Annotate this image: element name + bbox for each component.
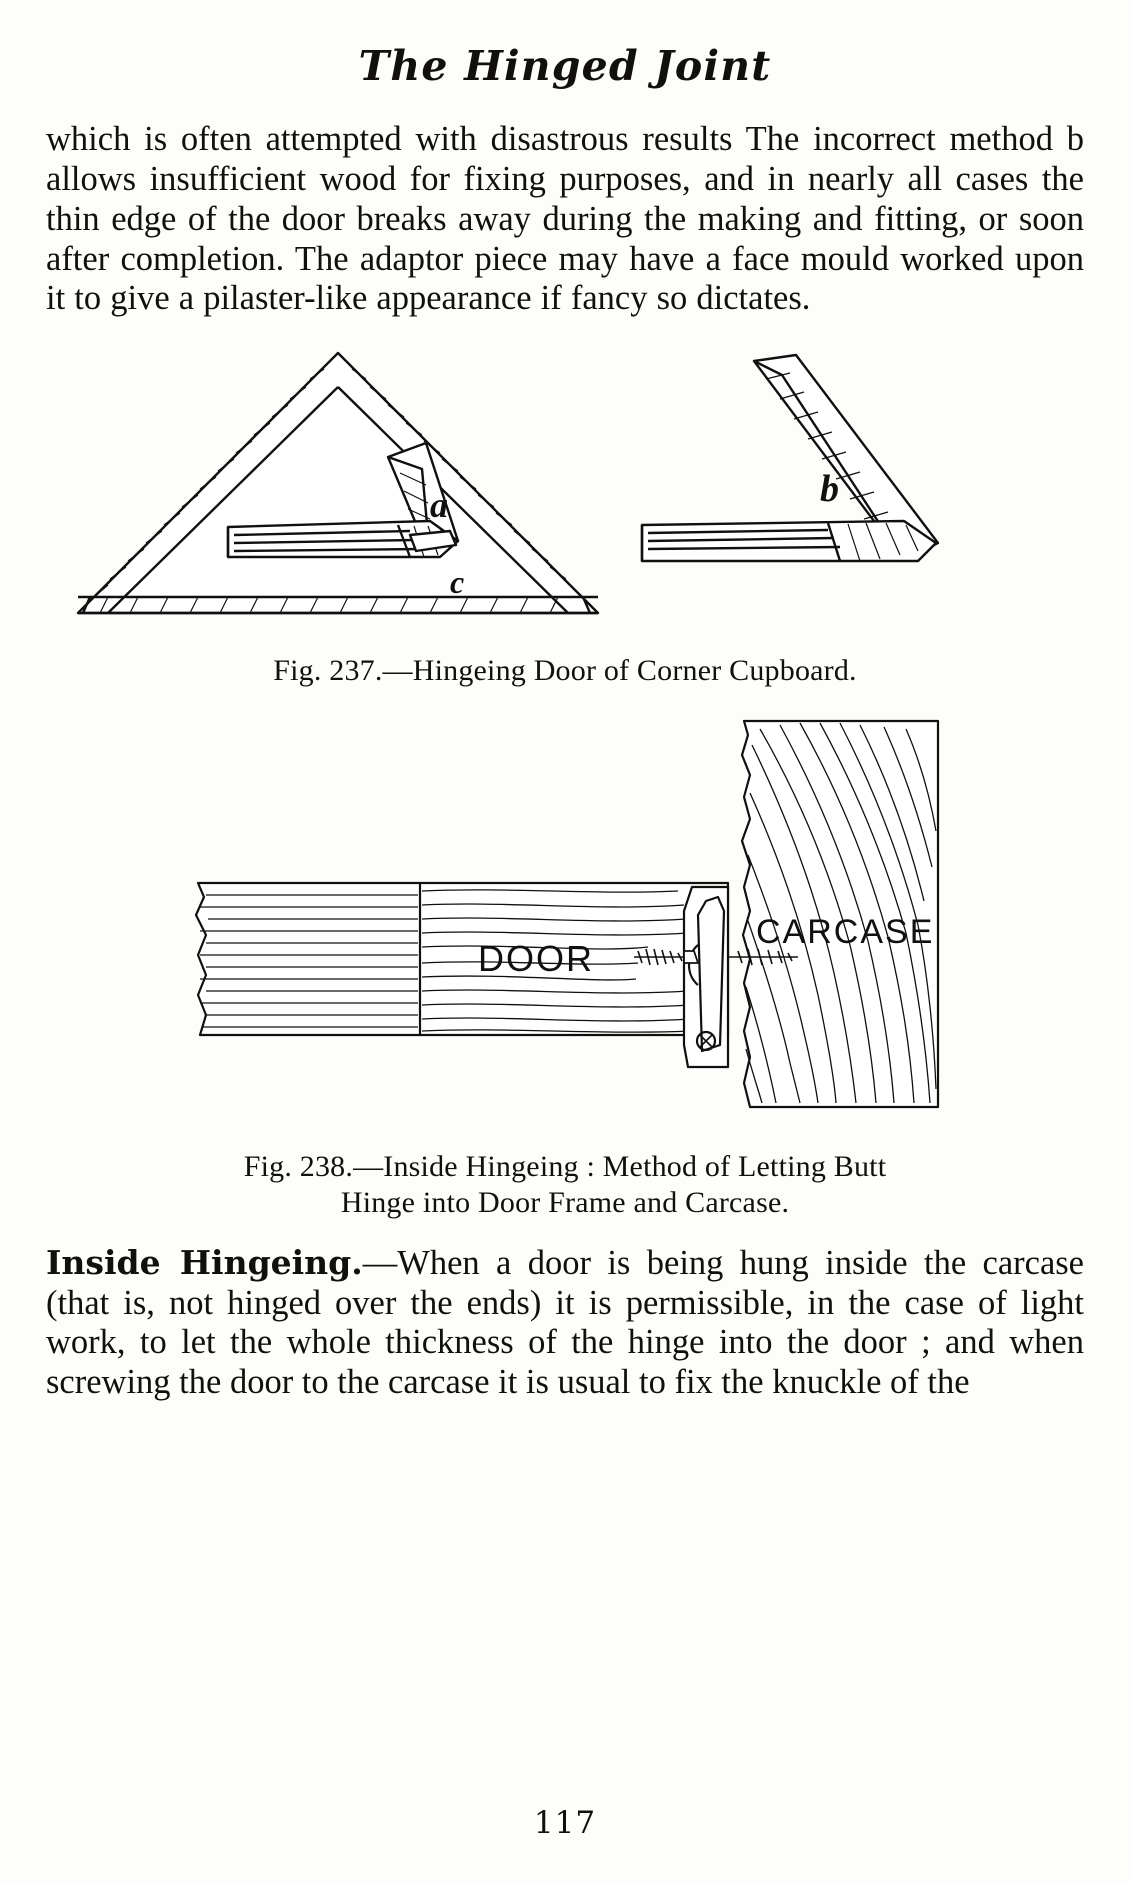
section-lead-in: Inside Hingeing. xyxy=(46,1242,363,1282)
figure-237-caption: Fig. 237.—Hingeing Door of Corner Cupboard. xyxy=(273,654,857,688)
figure-238-caption xyxy=(38,1149,1092,1222)
book-page xyxy=(0,42,1130,1883)
figure-238 xyxy=(38,715,1092,1222)
figure-237-label-c: c xyxy=(450,564,465,601)
paragraph-text: which is often attempted with disastrous results The incorrect method b allows insufficient wood for fixing purposes, and in nearly all cases the thin edge of the door breaks away during the making and fitting, or soon after completion. The adaptor piece may have a face mould worked upon it to give a pilaster-like appearance if fancy so dictates. xyxy=(46,120,1084,318)
section-body-text: —When a door is being hung inside the carcase (that is, not hinged over the ends) it is permissible, in the case of light work, to let the whole thickness of the hinge into the door ; and when screwing the door to the carcase it is usual to fix the knuckle of the xyxy=(46,1243,1084,1402)
figure-237 xyxy=(38,345,1092,688)
figure-238-caption-line1: Fig. 238.—Inside Hingeing : Method of Letting Butt xyxy=(243,1149,887,1183)
figure-238-label-door: DOOR xyxy=(478,937,594,979)
figure-237-label-a: a xyxy=(430,485,448,526)
body-paragraph-top xyxy=(46,120,1084,319)
figure-238-label-carcase: CARCASE xyxy=(756,912,935,951)
page-title: The Hinged Joint xyxy=(358,42,772,90)
figure-237-label-b: b xyxy=(820,468,839,511)
inside-hingeing-paragraph xyxy=(46,1244,1084,1403)
figure-238-illustration xyxy=(38,715,1092,1135)
figure-237-illustration xyxy=(38,345,1092,645)
figure-238-caption-line2: Hinge into Door Frame and Carcase. xyxy=(340,1186,790,1220)
page-number: 117 xyxy=(533,1805,597,1841)
